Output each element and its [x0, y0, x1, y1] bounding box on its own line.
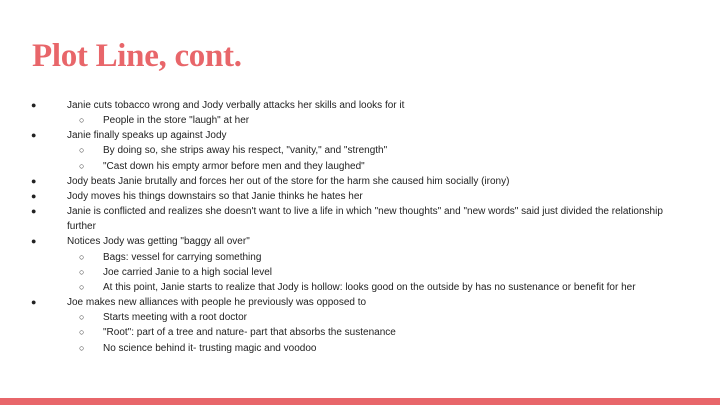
sub-bullet-text: Joe carried Janie to a high social level — [103, 266, 272, 278]
bullet-icon: ● — [31, 297, 37, 308]
sub-bullet-icon: ○ — [79, 145, 85, 156]
sub-bullet-text: Starts meeting with a root doctor — [103, 312, 247, 324]
bottom-accent-bar — [0, 398, 720, 405]
slide-body — [0, 98, 720, 356]
bullet-item — [0, 174, 687, 189]
slide-title: Plot Line, cont. — [32, 38, 242, 74]
sub-bullet-item — [0, 280, 720, 295]
sub-bullet-text: People in the store "laugh" at her — [103, 115, 250, 127]
sub-bullet-text: At this point, Janie starts to realize that Jody is hollow: looks good on the outside by has no sustenance or benefit for her — [103, 281, 636, 293]
sub-bullet-text: By doing so, she strips away his respect, "vanity," and "strength" — [103, 145, 388, 157]
bullet-text: Jody moves his things downstairs so that Janie thinks he hates her — [67, 190, 363, 202]
bullet-text: Notices Jody was getting "baggy all over" — [67, 236, 250, 248]
sub-bullet-icon: ○ — [79, 281, 85, 292]
sub-bullet-item — [0, 341, 720, 356]
bullet-icon: ● — [31, 130, 37, 141]
sub-bullet-icon: ○ — [79, 327, 85, 338]
bullet-icon: ● — [31, 236, 37, 247]
sub-bullet-item — [0, 325, 720, 340]
bullet-item — [0, 128, 687, 143]
sub-bullet-text: "Root": part of a tree and nature- part that absorbs the sustenance — [103, 327, 396, 339]
sub-bullet-item — [0, 113, 720, 128]
bullet-text: Janie finally speaks up against Jody — [67, 130, 227, 142]
sub-bullet-icon: ○ — [79, 266, 85, 277]
bullet-text: Jody beats Janie brutally and forces her out of the store for the harm she caused him socially (irony) — [67, 175, 510, 187]
bullet-icon: ● — [31, 100, 37, 110]
bullet-item — [0, 189, 687, 204]
sub-bullet-item — [0, 310, 720, 325]
sub-bullet-text: "Cast down his empty armor before men and they laughed" — [103, 160, 365, 172]
bullet-icon: ● — [31, 206, 37, 217]
bullet-item — [0, 234, 687, 249]
bullet-icon: ● — [31, 175, 37, 186]
bullet-item — [0, 98, 687, 113]
sub-bullet-text: No science behind it- trusting magic and voodoo — [103, 342, 317, 354]
sub-bullet-item — [0, 250, 720, 265]
bullet-icon: ● — [31, 190, 37, 201]
sub-bullet-item — [0, 143, 720, 158]
bullet-item — [0, 204, 687, 234]
sub-bullet-item — [0, 265, 720, 280]
sub-bullet-icon: ○ — [79, 342, 85, 353]
sub-bullet-item — [0, 159, 720, 174]
sub-bullet-icon: ○ — [79, 115, 85, 126]
sub-bullet-icon: ○ — [79, 251, 85, 262]
bullet-text: Janie cuts tobacco wrong and Jody verbally attacks her skills and looks for it — [67, 100, 405, 111]
bullet-text: Joe makes new alliances with people he previously was opposed to — [67, 297, 367, 309]
sub-bullet-icon: ○ — [79, 312, 85, 323]
sub-bullet-icon: ○ — [79, 160, 85, 171]
bullet-text: Janie is conflicted and realizes she doesn't want to live a life in which "new thoughts" and "new words" said just divided the relationship further — [67, 206, 663, 233]
sub-bullet-text: Bags: vessel for carrying something — [103, 251, 262, 263]
bullet-item — [0, 295, 687, 310]
